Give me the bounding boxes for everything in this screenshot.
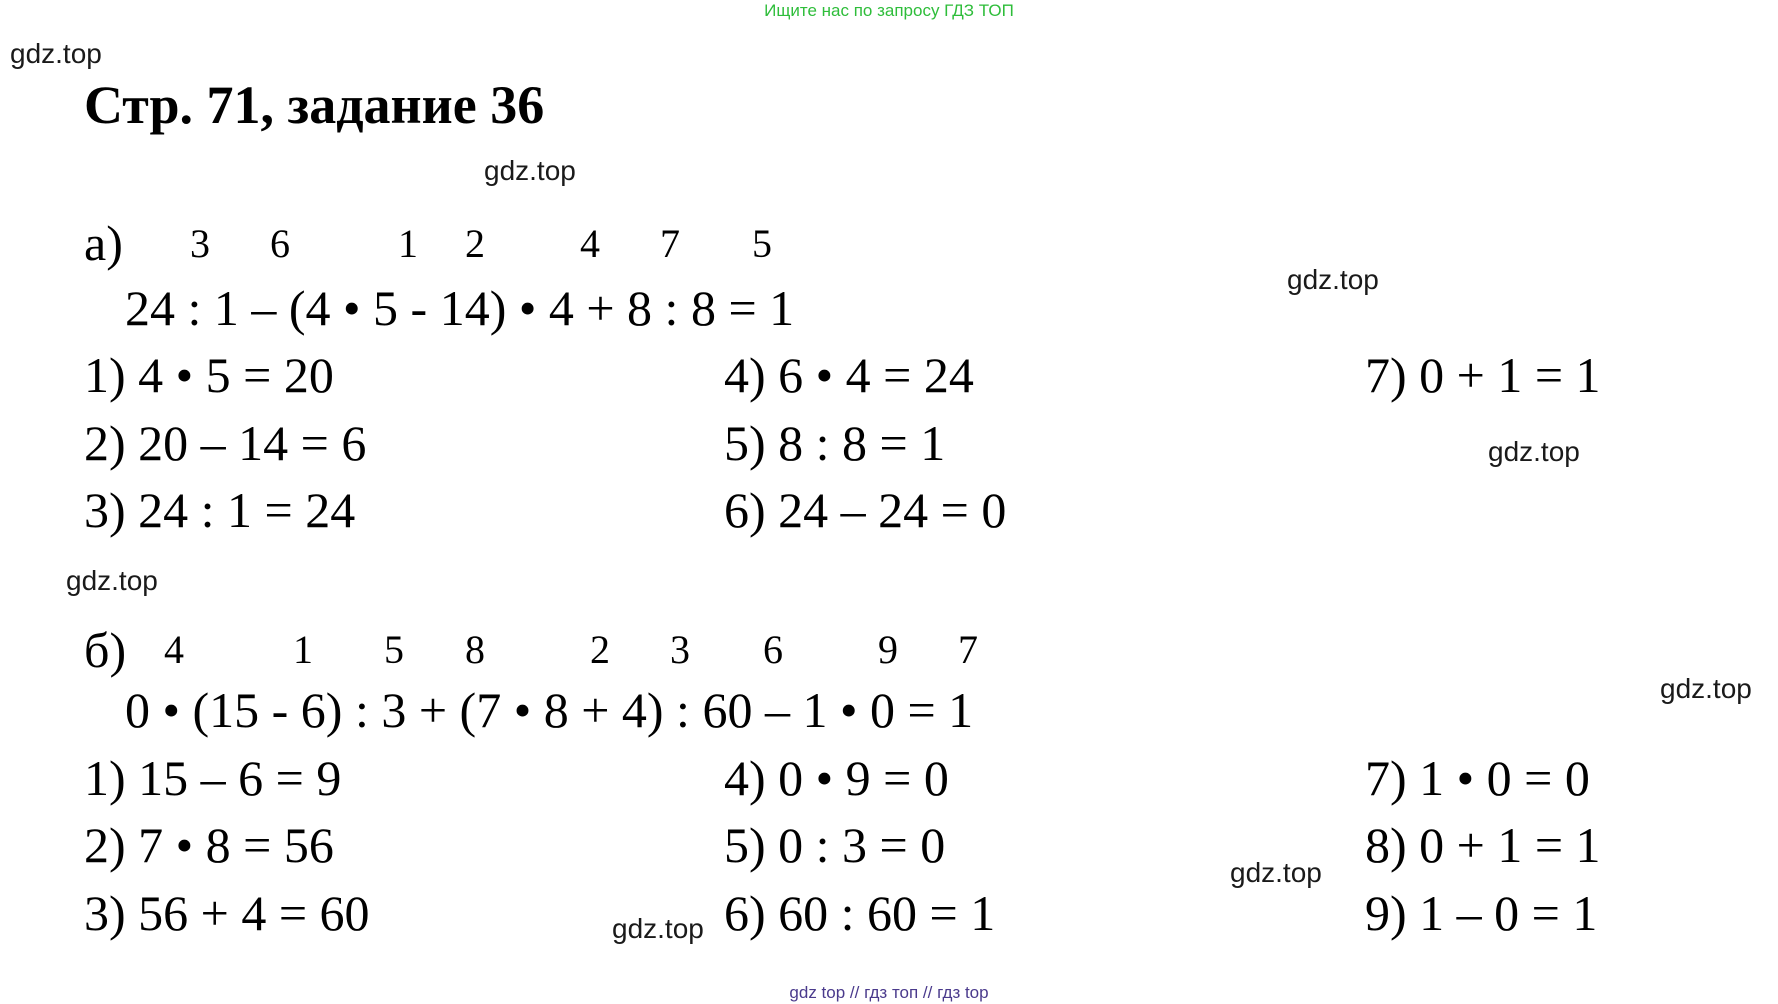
- watermark: gdz.top: [484, 155, 576, 186]
- order-number: 3: [670, 627, 690, 672]
- order-number: 6: [763, 627, 783, 672]
- order-number: 9: [878, 627, 898, 672]
- watermark: gdz.top: [1287, 264, 1379, 295]
- expression-a: 24 : 1 – (4 • 5 - 14) • 4 + 8 : 8 = 1: [125, 280, 795, 336]
- order-number: 5: [752, 221, 772, 266]
- step-b-7: 7) 1 • 0 = 0: [1365, 750, 1590, 806]
- step-a-7: 7) 0 + 1 = 1: [1365, 347, 1601, 403]
- watermark: gdz.top: [10, 38, 102, 69]
- part-a-label: а): [84, 215, 123, 271]
- step-b-2: 2) 7 • 8 = 56: [84, 817, 334, 873]
- order-number: 4: [580, 221, 600, 266]
- step-a-2: 2) 20 – 14 = 6: [84, 415, 367, 471]
- watermark: gdz.top: [1230, 857, 1322, 888]
- watermark: gdz.top: [1660, 673, 1752, 704]
- expression-b: 0 • (15 - 6) : 3 + (7 • 8 + 4) : 60 – 1 • 0 = 1: [125, 682, 974, 738]
- order-number: 1: [293, 627, 313, 672]
- step-b-8: 8) 0 + 1 = 1: [1365, 817, 1601, 873]
- order-number: 1: [398, 221, 418, 266]
- bottom-banner-link[interactable]: gdz top // гдз топ // гдз top: [789, 983, 989, 1002]
- step-b-1: 1) 15 – 6 = 9: [84, 750, 342, 806]
- order-number: 7: [660, 221, 680, 266]
- order-number: 8: [465, 627, 485, 672]
- order-number: 6: [270, 221, 290, 266]
- step-b-3: 3) 56 + 4 = 60: [84, 885, 370, 941]
- page-title: Стр. 71, задание 36: [84, 75, 545, 135]
- step-a-5: 5) 8 : 8 = 1: [724, 415, 946, 471]
- order-number: 4: [164, 627, 184, 672]
- order-number: 7: [958, 627, 978, 672]
- step-a-3: 3) 24 : 1 = 24: [84, 482, 356, 538]
- step-a-6: 6) 24 – 24 = 0: [724, 482, 1007, 538]
- step-a-4: 4) 6 • 4 = 24: [724, 347, 974, 403]
- order-number: 2: [465, 221, 485, 266]
- order-number: 3: [190, 221, 210, 266]
- step-a-1: 1) 4 • 5 = 20: [84, 347, 334, 403]
- part-b-label: б): [84, 622, 127, 678]
- watermark: gdz.top: [1488, 436, 1580, 467]
- watermark: gdz.top: [66, 565, 158, 596]
- order-number: 2: [590, 627, 610, 672]
- order-number: 5: [384, 627, 404, 672]
- step-b-6: 6) 60 : 60 = 1: [724, 885, 996, 941]
- step-b-9: 9) 1 – 0 = 1: [1365, 885, 1598, 941]
- watermark: gdz.top: [612, 913, 704, 944]
- step-b-5: 5) 0 : 3 = 0: [724, 817, 946, 873]
- step-b-4: 4) 0 • 9 = 0: [724, 750, 949, 806]
- top-banner-link[interactable]: Ищите нас по запросу ГДЗ ТОП: [764, 1, 1014, 20]
